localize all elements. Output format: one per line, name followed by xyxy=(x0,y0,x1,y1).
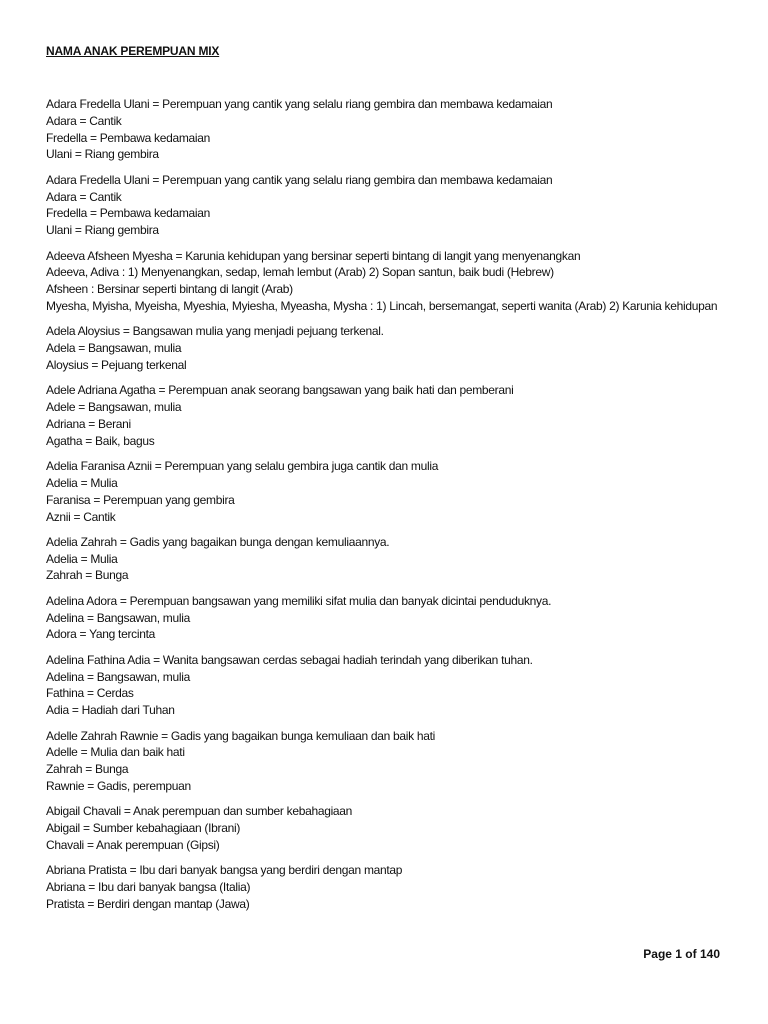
entry-line: Adelia = Mulia xyxy=(46,475,118,490)
document-title: NAMA ANAK PEREMPUAN MIX xyxy=(46,44,220,58)
entry-line: Adora = Yang tercinta xyxy=(46,627,156,642)
entry-line: Faranisa = Perempuan yang gembira xyxy=(46,492,235,507)
entry-line: Adelle Zahrah Rawnie = Gadis yang bagaikan bunga kemuliaan dan baik hati xyxy=(46,728,436,743)
name-entry xyxy=(46,862,730,912)
entry-line: Adeeva, Adiva : 1) Menyenangkan, sedap, lemah lembut (Arab) 2) Sopan santun, baik budi (Hebrew) xyxy=(46,265,554,280)
entry-line: Adela = Bangsawan, mulia xyxy=(46,341,182,356)
entry-line: Abigail Chavali = Anak perempuan dan sumber kebahagiaan xyxy=(46,804,353,819)
entry-line: Adara Fredella Ulani = Perempuan yang cantik yang selalu riang gembira dan membawa kedamaian xyxy=(46,172,553,187)
name-entry xyxy=(46,323,730,373)
entry-line: Adelle = Mulia dan baik hati xyxy=(46,745,185,760)
entry-line: Aznii = Cantik xyxy=(46,509,116,524)
entry-line: Adele = Bangsawan, mulia xyxy=(46,400,182,415)
name-entry xyxy=(46,652,730,719)
entry-line: Adara Fredella Ulani = Perempuan yang cantik yang selalu riang gembira dan membawa kedamaian xyxy=(46,97,553,111)
name-entry xyxy=(46,458,730,525)
entry-line: Ulani = Riang gembira xyxy=(46,223,159,238)
name-entry xyxy=(46,728,730,795)
entry-line: Adela Aloysius = Bangsawan mulia yang menjadi pejuang terkenal. xyxy=(46,324,384,339)
entry-line: Aloysius = Pejuang terkenal xyxy=(46,357,187,372)
name-entry xyxy=(46,382,730,449)
name-entry xyxy=(46,96,730,163)
entry-line: Adriana = Berani xyxy=(46,416,131,431)
entry-line: Abriana = Ibu dari banyak bangsa (Italia) xyxy=(46,880,251,895)
name-entry xyxy=(46,593,730,643)
entry-line: Adelina Adora = Perempuan bangsawan yang memiliki sifat mulia dan banyak dicintai penduduknya. xyxy=(46,593,552,608)
entry-line: Adia = Hadiah dari Tuhan xyxy=(46,703,175,718)
entry-line: Zahrah = Bunga xyxy=(46,762,129,777)
entry-line: Myesha, Myisha, Myeisha, Myeshia, Myiesha, Myeasha, Mysha : 1) Lincah, bersemangat, seperti wanita (Arab) 2) Karunia kehidupan xyxy=(46,298,718,313)
entry-line: Adeeva Afsheen Myesha = Karunia kehidupan yang bersinar seperti bintang di langit yang menyenangkan xyxy=(46,248,581,263)
entry-line: Adelina Fathina Adia = Wanita bangsawan cerdas sebagai hadiah terindah yang diberikan tuhan. xyxy=(46,652,533,667)
entry-line: Adele Adriana Agatha = Perempuan anak seorang bangsawan yang baik hati dan pemberani xyxy=(46,383,514,398)
entry-line: Abigail = Sumber kebahagiaan (Ibrani) xyxy=(46,821,241,836)
entry-line: Rawnie = Gadis, perempuan xyxy=(46,779,191,794)
entry-line: Zahrah = Bunga xyxy=(46,568,129,583)
entry-line: Adara = Cantik xyxy=(46,189,122,204)
entry-line: Chavali = Anak perempuan (Gipsi) xyxy=(46,838,220,853)
entry-line: Agatha = Baik, bagus xyxy=(46,433,155,448)
name-entry xyxy=(46,248,730,315)
entry-line: Adelina = Bangsawan, mulia xyxy=(46,669,190,684)
entry-line: Abriana Pratista = Ibu dari banyak bangsa yang berdiri dengan mantap xyxy=(46,863,403,878)
entry-line: Adelia Faranisa Aznii = Perempuan yang selalu gembira juga cantik dan mulia xyxy=(46,459,439,474)
entry-line: Fathina = Cerdas xyxy=(46,686,134,701)
name-entry xyxy=(46,172,730,239)
entry-list xyxy=(46,96,730,921)
entry-line: Adara = Cantik xyxy=(46,113,122,128)
page-number: Page 1 of 140 xyxy=(643,947,720,961)
entry-line: Fredella = Pembawa kedamaian xyxy=(46,130,211,145)
entry-line: Fredella = Pembawa kedamaian xyxy=(46,206,211,221)
entry-line: Adelia Zahrah = Gadis yang bagaikan bunga dengan kemuliaannya. xyxy=(46,534,390,549)
entry-line: Pratista = Berdiri dengan mantap (Jawa) xyxy=(46,897,250,911)
entry-line: Adelia = Mulia xyxy=(46,551,118,566)
entry-line: Afsheen : Bersinar seperti bintang di langit (Arab) xyxy=(46,282,293,297)
entry-line: Ulani = Riang gembira xyxy=(46,147,159,162)
entry-line: Adelina = Bangsawan, mulia xyxy=(46,610,190,625)
name-entry xyxy=(46,534,730,584)
name-entry xyxy=(46,803,730,853)
